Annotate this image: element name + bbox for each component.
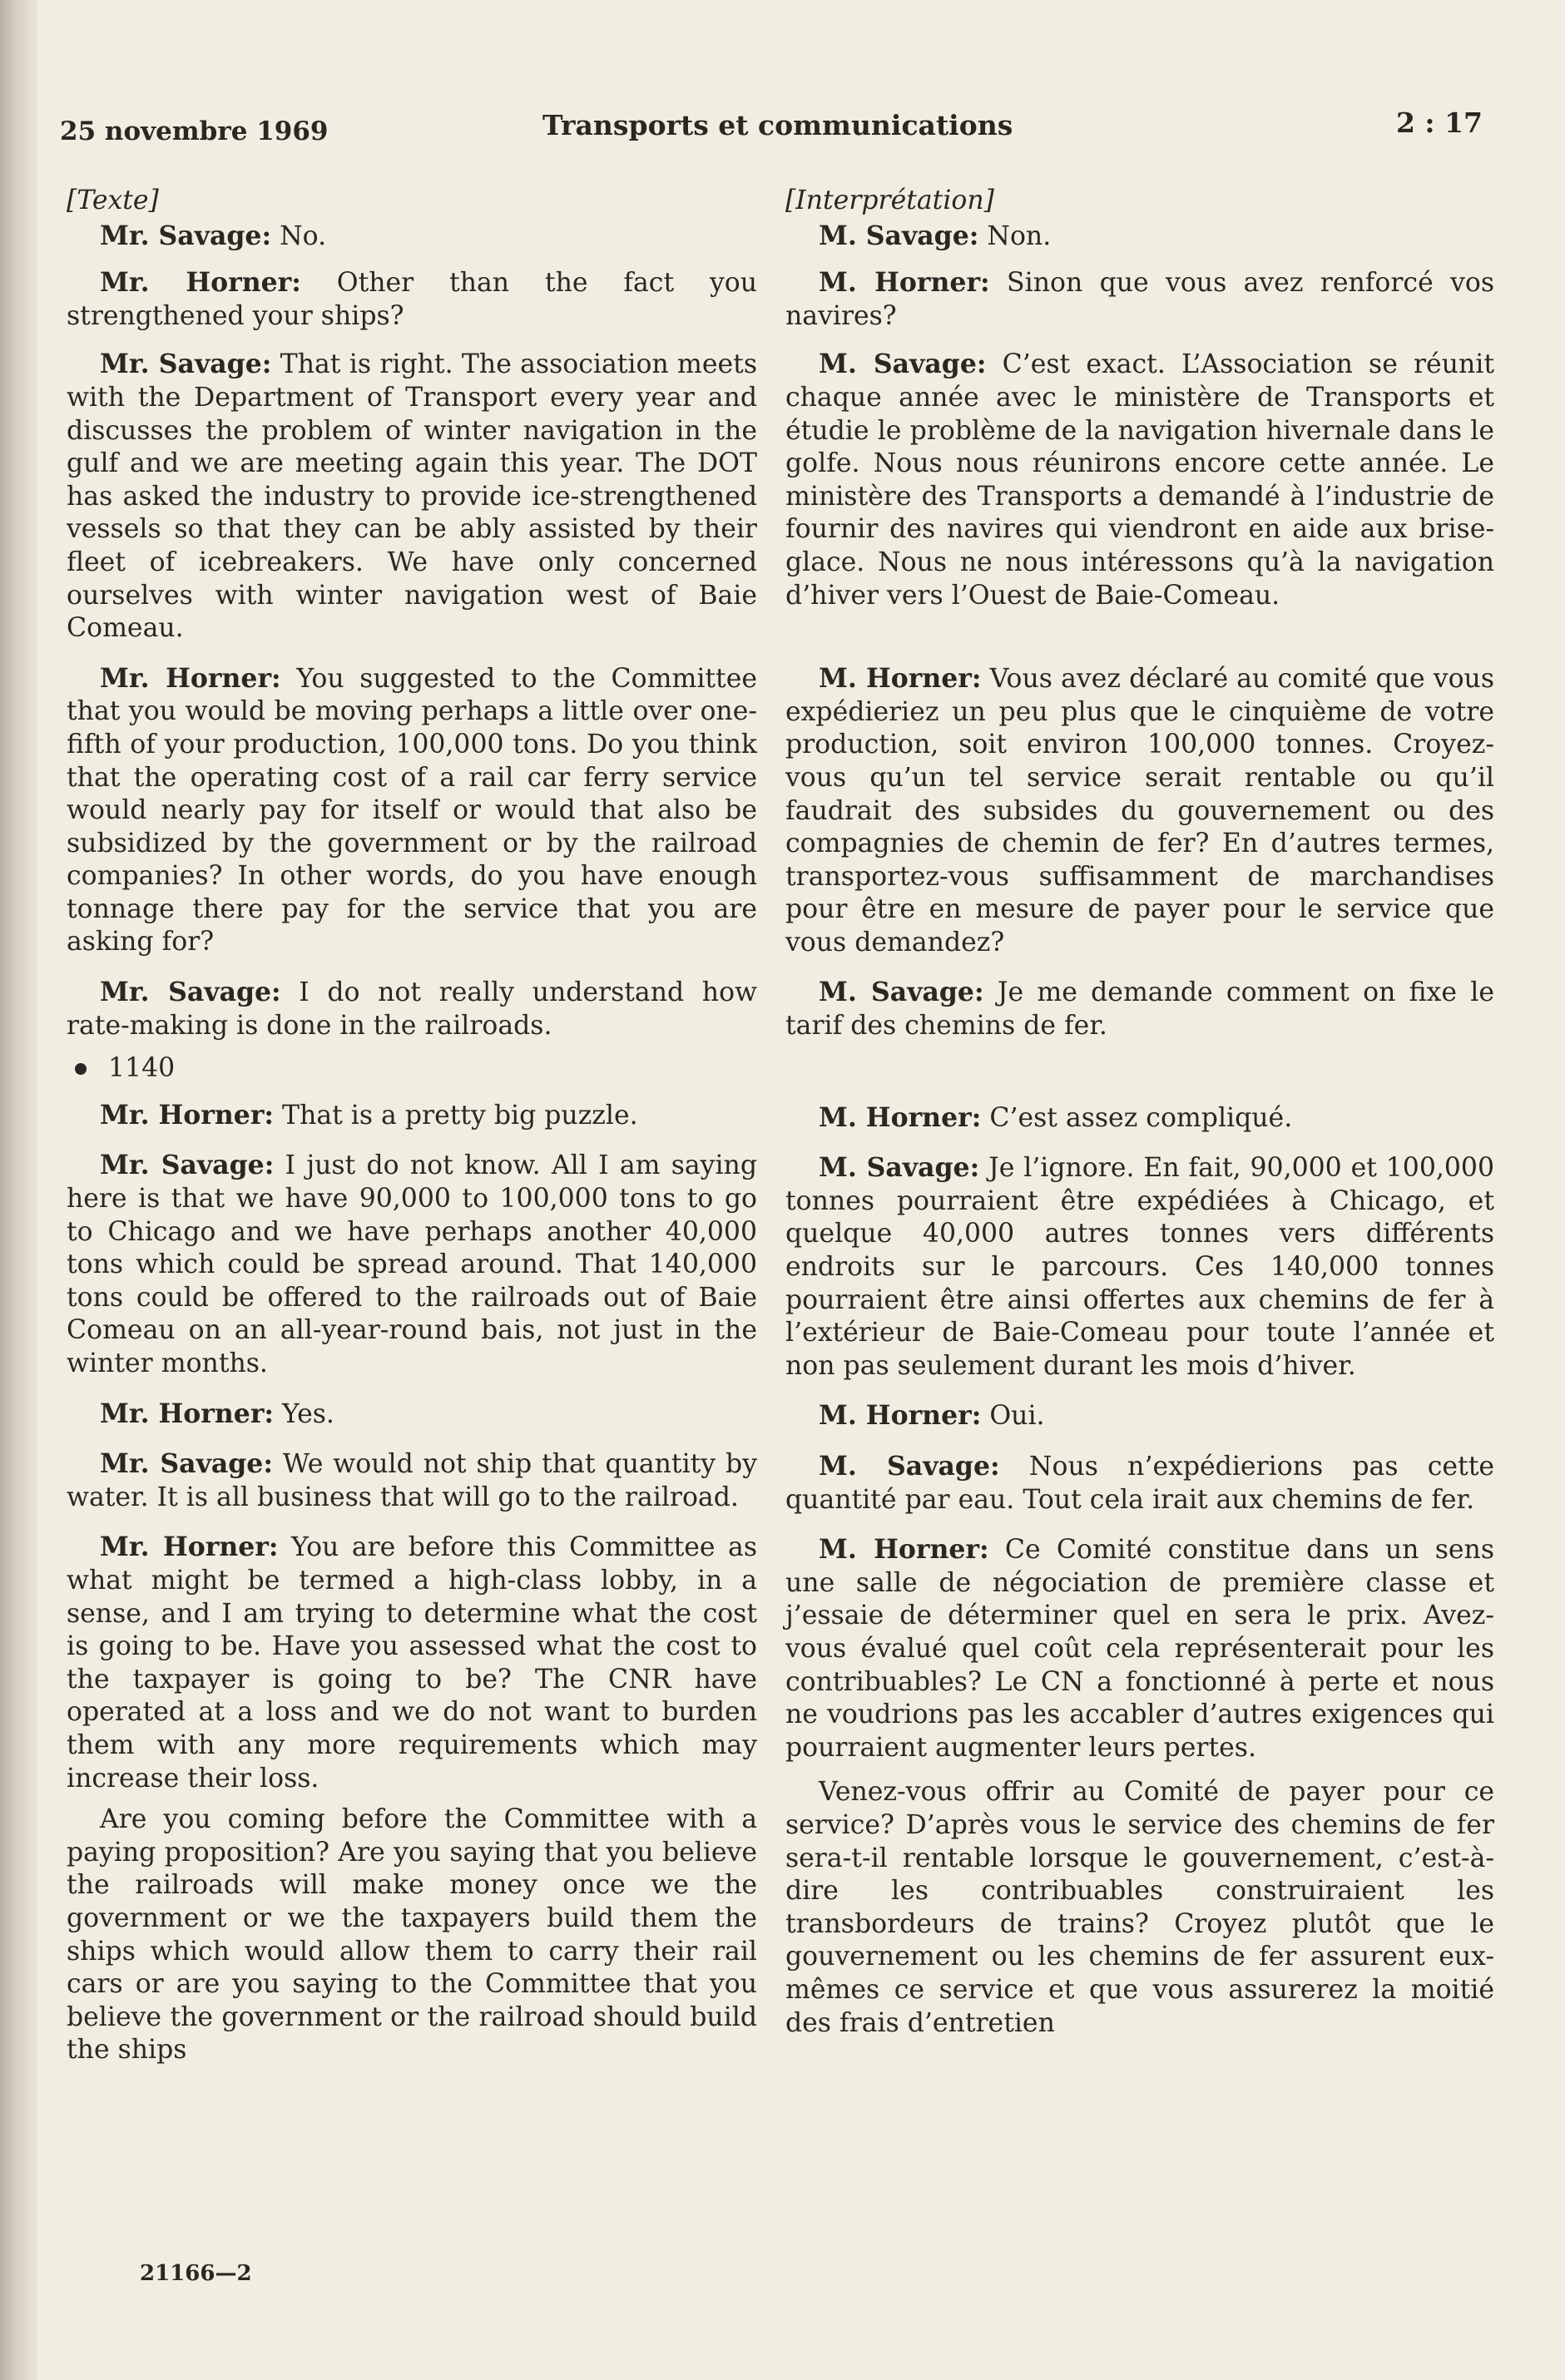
paragraph-text: Je l’ignore. En fait, 90,000 et 100,000 tonnes pourraient être expédiées à Chicago, et quelque 40,000 autres tonnes vers différents endroits sur le parcours. Ces 140,000 tonnes pourraient être ainsi offertes aux chemins de fer à l’extérieur de Baie-Comeau pour toute l’année et non pas seulement durant les mois d’hiver. [785,1153,1494,1381]
page-gutter-shadow [0,0,38,2380]
french-column [785,185,1494,2040]
paragraph-text: Vous avez déclaré au comité que vous expédieriez un peu plus que le cinquième de votre production, soit environ 100,000 tonnes. Croyez-vous qu’un tel service serait rentable ou qu’il faudrait des subsides du gouvernement ou des compagnies de chemin de fer? En d’autres termes, transportez-vous suffisamment de marchandises pour être en mesure de payer pour le service que vous demandez? [785,664,1494,957]
speaker: Mr. Horner: [100,1398,275,1429]
speaker: Mr. Horner: [100,1531,279,1563]
paragraph [67,1804,757,2067]
interpretation-marker: [Interprétation] [785,186,994,215]
paragraph [67,1398,757,1432]
paragraph [67,220,757,254]
timestamp-marker [75,1052,757,1086]
speaker: M. Horner: [819,267,990,299]
paragraph-text: Nous n’expédierions pas cette quantité par eau. Tout cela irait aux chemins de fer. [785,1452,1495,1515]
text-marker: [Texte] [67,186,159,215]
paragraph-text: You suggested to the Committee that you would be moving perhaps a little over one-fifth of your production, 100,000 tons. Do you think that the operating cost of a rail car ferry service would nearly pay for itself or would that also be subsidized by the government or by the railroad companies? In other words, do you have enough tonnage there pay for the service that you are asking for? [67,663,757,957]
speaker: M. Horner: [819,663,982,695]
paragraph [785,1533,1494,1764]
paragraph [785,220,1494,254]
paragraph-text: That is a pretty big puzzle. [274,1100,638,1131]
paragraph-text: Venez-vous offrir au Comité de payer pour ce service? D’après vous le service des chemins de fer sera-t-il rentable lorsque le gouvernement, c’est-à-dire les contribuables construiraient les transbordeurs de trains? Croyez plutôt que le gouvernement ou les chemins de fer assurent eux-mêmes ce service et que vous assurerez la moitié des frais d’entretien [785,1777,1494,2038]
paragraph [67,1447,757,1514]
paragraph [785,1399,1494,1433]
paragraph-text: I do not really understand how rate-making is done in the railroads. [67,977,757,1041]
paragraph-text: I just do not know. All I am saying here is that we have 90,000 to 100,000 tons to go to Chicago and we have perhaps another 40,000 tons which could be spread around. That 140,000 tons could be offered to the railroads out of Baie Comeau on an all-year-round bais, not just in the winter months. [67,1150,758,1378]
speaker: Mr. Horner: [100,267,301,299]
paragraph-text: Other than the fact you strengthened your ships? [67,268,758,331]
paragraph [67,348,757,645]
paragraph [67,1531,757,1795]
speaker: Mr. Savage: [100,220,272,251]
paragraph-text: Non. [978,220,1052,251]
paragraph-text: That is right. The association meets with the Department of Transport every year and discusses the problem of winter navigation in the gulf and we are meeting again this year. The DOT has asked the industry to provide ice-strengthened vessels so that they can be ably assisted by their fleet of icebreakers. We have only concerned ourselves with winter navigation west of Baie Comeau. [67,349,758,644]
paragraph [785,1776,1494,2040]
paragraph [785,662,1494,959]
speaker: Mr. Horner: [100,662,281,694]
paragraph-text: Ce Comité constitue dans un sens une salle de négociation de première classe et j’essaie de déterminer quel en sera le prix. Avez-vous évalué quel coût cela représenterait pour les contribuables? Le CN a fonctionné à perte et nous ne voudrions pas les accabler d’autres exigences qui pourraient augmenter leurs pertes. [785,1535,1494,1763]
paragraph [785,348,1494,612]
bullet-icon [75,1063,87,1075]
paragraph [67,662,757,959]
paragraph-text: C’est assez compliqué. [981,1102,1293,1133]
header-title: Transports et communications [542,109,1013,141]
paragraph-text: Are you coming before the Committee with a paying proposition? Are you saying that you believe the railroads will make money once we the government or we the taxpayers build them the ships which would allow them to carry their rail cars or are you saying to the Committee that you believe the government or the railroad should build the ships [67,1804,757,2066]
speaker: M. Savage: [819,220,979,251]
timestamp: 1140 [108,1053,176,1084]
paragraph [67,266,757,333]
paragraph [785,1151,1494,1383]
paragraph [785,266,1494,333]
paragraph-text: You are before this Committee as what might be termed a high-class lobby, in a sense, and I am trying to determine what the cost is going to be. Have you assessed what the cost to the taxpayer is going to be? The CNR have operated at a loss and we do not want to burden them with any more requirements which may increase their loss. [67,1532,758,1794]
speaker: M. Horner: [819,1400,982,1432]
paragraph-text: Je me demande comment on fixe le tarif des chemins de fer. [785,977,1494,1042]
speaker: Mr. Savage: [100,1150,275,1181]
paragraph [785,1450,1494,1517]
page-header [60,106,1483,156]
speaker: Mr. Savage: [100,349,272,380]
page-number: 2 : 17 [1395,106,1483,139]
paragraph [785,976,1494,1042]
header-date: 25 novembre 1969 [60,116,329,146]
speaker: Mr. Savage: [100,977,281,1008]
paragraph-text: No. [271,220,327,251]
speaker: M. Savage: [819,977,984,1008]
speaker: Mr. Savage: [100,1448,273,1480]
paragraph [67,976,757,1042]
english-column [67,185,757,2067]
speaker: M. Savage: [819,349,987,380]
paragraph [67,1099,757,1133]
speaker: M. Horner: [819,1101,982,1133]
paragraph [785,1101,1494,1136]
signature-code: 21166—2 [140,2261,252,2286]
speaker: Mr. Horner: [100,1099,275,1131]
speaker: M. Horner: [819,1534,989,1566]
paragraph-text: Yes. [274,1398,334,1429]
paragraph-text: Sinon que vous avez renforcé vos navires? [785,268,1494,331]
paragraph [67,1149,757,1380]
paragraph-text: C’est exact. L’Association se réunit chaque année avec le ministère de Transports et étudie le problème de la navigation hivernale dans le golfe. Nous nous réunirons encore cette année. Le ministère des Transports a demandé à l’industrie de fournir des navires qui viendront en aide aux brise-glace. Nous ne nous intéressons qu’à la navigation d’hiver vers l’Ouest de Baie-Comeau. [785,349,1494,611]
paragraph-text: We would not ship that quantity by water. It is all business that will go to the railroad. [67,1449,757,1512]
speaker: M. Savage: [819,1152,980,1184]
paragraph-text: Oui. [981,1401,1045,1432]
speaker: M. Savage: [819,1451,1000,1482]
